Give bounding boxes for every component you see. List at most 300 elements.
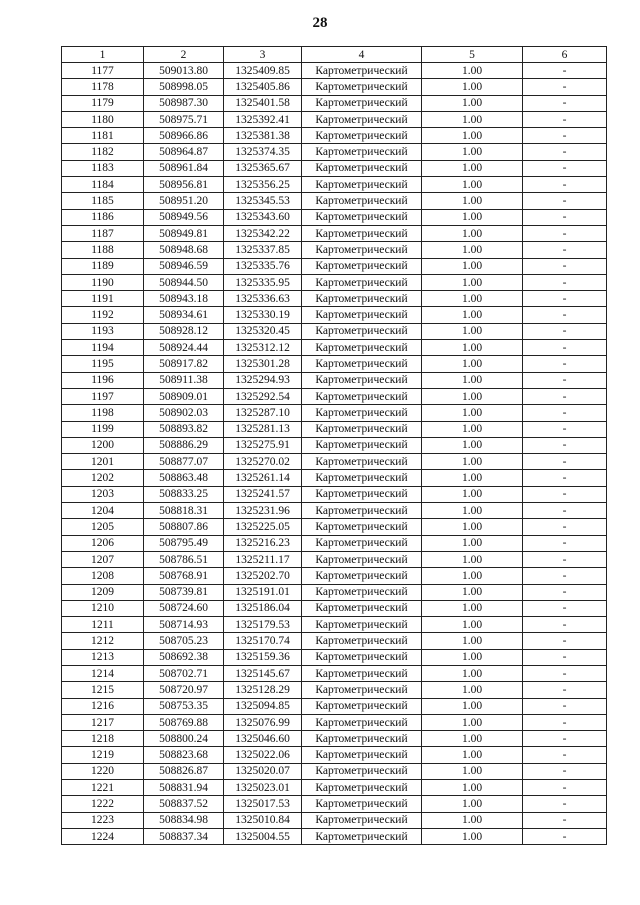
method-cell: Картометрический — [302, 225, 422, 241]
method-cell: Картометрический — [302, 437, 422, 453]
table-row — [62, 535, 607, 551]
table-row — [62, 258, 607, 274]
table-row — [62, 340, 607, 356]
point-number-cell: 1187 — [62, 225, 144, 241]
point-number-cell: 1197 — [62, 388, 144, 404]
accuracy-cell: 1.00 — [422, 274, 523, 290]
table-row — [62, 274, 607, 290]
y-coordinate-cell: 1325270.02 — [224, 454, 302, 470]
x-coordinate-cell: 508768.91 — [144, 568, 224, 584]
point-number-cell: 1177 — [62, 63, 144, 79]
x-coordinate-cell: 508911.38 — [144, 372, 224, 388]
x-coordinate-cell: 508769.88 — [144, 714, 224, 730]
point-number-cell: 1224 — [62, 828, 144, 844]
accuracy-cell: 1.00 — [422, 323, 523, 339]
table-row — [62, 177, 607, 193]
x-coordinate-cell: 508886.29 — [144, 437, 224, 453]
point-number-cell: 1222 — [62, 796, 144, 812]
method-cell: Картометрический — [302, 780, 422, 796]
method-cell: Картометрический — [302, 503, 422, 519]
method-cell: Картометрический — [302, 600, 422, 616]
y-coordinate-cell: 1325191.01 — [224, 584, 302, 600]
point-number-cell: 1211 — [62, 617, 144, 633]
table-row — [62, 584, 607, 600]
note-cell: - — [523, 698, 607, 714]
point-number-cell: 1206 — [62, 535, 144, 551]
y-coordinate-cell: 1325046.60 — [224, 731, 302, 747]
x-coordinate-cell: 508961.84 — [144, 160, 224, 176]
note-cell: - — [523, 714, 607, 730]
x-coordinate-cell: 508949.81 — [144, 225, 224, 241]
accuracy-cell: 1.00 — [422, 177, 523, 193]
method-cell: Картометрический — [302, 258, 422, 274]
point-number-cell: 1218 — [62, 731, 144, 747]
table-row — [62, 633, 607, 649]
y-coordinate-cell: 1325076.99 — [224, 714, 302, 730]
accuracy-cell: 1.00 — [422, 454, 523, 470]
x-coordinate-cell: 508917.82 — [144, 356, 224, 372]
note-cell: - — [523, 519, 607, 535]
note-cell: - — [523, 340, 607, 356]
x-coordinate-cell: 508946.59 — [144, 258, 224, 274]
note-cell: - — [523, 209, 607, 225]
table-row — [62, 812, 607, 828]
column-header: 6 — [523, 47, 607, 63]
y-coordinate-cell: 1325345.53 — [224, 193, 302, 209]
y-coordinate-cell: 1325179.53 — [224, 617, 302, 633]
x-coordinate-cell: 508964.87 — [144, 144, 224, 160]
note-cell: - — [523, 323, 607, 339]
point-number-cell: 1217 — [62, 714, 144, 730]
point-number-cell: 1193 — [62, 323, 144, 339]
x-coordinate-cell: 508975.71 — [144, 111, 224, 127]
y-coordinate-cell: 1325294.93 — [224, 372, 302, 388]
note-cell: - — [523, 682, 607, 698]
y-coordinate-cell: 1325275.91 — [224, 437, 302, 453]
x-coordinate-cell: 508724.60 — [144, 600, 224, 616]
method-cell: Картометрический — [302, 421, 422, 437]
x-coordinate-cell: 508831.94 — [144, 780, 224, 796]
method-cell: Картометрический — [302, 193, 422, 209]
note-cell: - — [523, 95, 607, 111]
accuracy-cell: 1.00 — [422, 388, 523, 404]
accuracy-cell: 1.00 — [422, 747, 523, 763]
x-coordinate-cell: 508823.68 — [144, 747, 224, 763]
note-cell: - — [523, 763, 607, 779]
accuracy-cell: 1.00 — [422, 193, 523, 209]
table-row — [62, 698, 607, 714]
point-number-cell: 1202 — [62, 470, 144, 486]
table-row — [62, 454, 607, 470]
y-coordinate-cell: 1325186.04 — [224, 600, 302, 616]
note-cell: - — [523, 225, 607, 241]
x-coordinate-cell: 508943.18 — [144, 291, 224, 307]
y-coordinate-cell: 1325356.25 — [224, 177, 302, 193]
x-coordinate-cell: 508998.05 — [144, 79, 224, 95]
note-cell: - — [523, 812, 607, 828]
y-coordinate-cell: 1325128.29 — [224, 682, 302, 698]
y-coordinate-cell: 1325320.45 — [224, 323, 302, 339]
x-coordinate-cell: 508702.71 — [144, 665, 224, 681]
accuracy-cell: 1.00 — [422, 307, 523, 323]
method-cell: Картометрический — [302, 535, 422, 551]
y-coordinate-cell: 1325365.67 — [224, 160, 302, 176]
note-cell: - — [523, 437, 607, 453]
note-cell: - — [523, 535, 607, 551]
accuracy-cell: 1.00 — [422, 95, 523, 111]
table-row — [62, 731, 607, 747]
point-number-cell: 1191 — [62, 291, 144, 307]
y-coordinate-cell: 1325342.22 — [224, 225, 302, 241]
x-coordinate-cell: 508807.86 — [144, 519, 224, 535]
accuracy-cell: 1.00 — [422, 714, 523, 730]
point-number-cell: 1184 — [62, 177, 144, 193]
y-coordinate-cell: 1325292.54 — [224, 388, 302, 404]
column-header: 5 — [422, 47, 523, 63]
y-coordinate-cell: 1325023.01 — [224, 780, 302, 796]
method-cell: Картометрический — [302, 551, 422, 567]
point-number-cell: 1207 — [62, 551, 144, 567]
accuracy-cell: 1.00 — [422, 796, 523, 812]
method-cell: Картометрический — [302, 95, 422, 111]
accuracy-cell: 1.00 — [422, 437, 523, 453]
y-coordinate-cell: 1325225.05 — [224, 519, 302, 535]
x-coordinate-cell: 508909.01 — [144, 388, 224, 404]
x-coordinate-cell: 508692.38 — [144, 649, 224, 665]
table-row — [62, 682, 607, 698]
accuracy-cell: 1.00 — [422, 160, 523, 176]
y-coordinate-cell: 1325216.23 — [224, 535, 302, 551]
method-cell: Картометрический — [302, 307, 422, 323]
note-cell: - — [523, 828, 607, 844]
y-coordinate-cell: 1325159.36 — [224, 649, 302, 665]
y-coordinate-cell: 1325405.86 — [224, 79, 302, 95]
point-number-cell: 1180 — [62, 111, 144, 127]
y-coordinate-cell: 1325010.84 — [224, 812, 302, 828]
point-number-cell: 1210 — [62, 600, 144, 616]
method-cell: Картометрический — [302, 356, 422, 372]
note-cell: - — [523, 193, 607, 209]
accuracy-cell: 1.00 — [422, 812, 523, 828]
table-row — [62, 568, 607, 584]
note-cell: - — [523, 242, 607, 258]
note-cell: - — [523, 177, 607, 193]
x-coordinate-cell: 508837.52 — [144, 796, 224, 812]
table-row — [62, 160, 607, 176]
accuracy-cell: 1.00 — [422, 111, 523, 127]
point-number-cell: 1205 — [62, 519, 144, 535]
table-row — [62, 405, 607, 421]
table-row — [62, 95, 607, 111]
x-coordinate-cell: 508902.03 — [144, 405, 224, 421]
accuracy-cell: 1.00 — [422, 63, 523, 79]
point-number-cell: 1203 — [62, 486, 144, 502]
method-cell: Картометрический — [302, 372, 422, 388]
coordinates-table — [61, 46, 607, 845]
method-cell: Картометрический — [302, 682, 422, 698]
table-row — [62, 437, 607, 453]
point-number-cell: 1196 — [62, 372, 144, 388]
y-coordinate-cell: 1325330.19 — [224, 307, 302, 323]
x-coordinate-cell: 508877.07 — [144, 454, 224, 470]
column-header: 3 — [224, 47, 302, 63]
x-coordinate-cell: 508833.25 — [144, 486, 224, 502]
point-number-cell: 1221 — [62, 780, 144, 796]
accuracy-cell: 1.00 — [422, 470, 523, 486]
point-number-cell: 1220 — [62, 763, 144, 779]
x-coordinate-cell: 508863.48 — [144, 470, 224, 486]
table-row — [62, 356, 607, 372]
method-cell: Картометрический — [302, 796, 422, 812]
x-coordinate-cell: 508928.12 — [144, 323, 224, 339]
accuracy-cell: 1.00 — [422, 340, 523, 356]
accuracy-cell: 1.00 — [422, 242, 523, 258]
method-cell: Картометрический — [302, 617, 422, 633]
accuracy-cell: 1.00 — [422, 503, 523, 519]
table-row — [62, 242, 607, 258]
method-cell: Картометрический — [302, 584, 422, 600]
point-number-cell: 1178 — [62, 79, 144, 95]
table-body — [62, 63, 607, 845]
y-coordinate-cell: 1325094.85 — [224, 698, 302, 714]
point-number-cell: 1199 — [62, 421, 144, 437]
note-cell: - — [523, 111, 607, 127]
method-cell: Картометрический — [302, 242, 422, 258]
note-cell: - — [523, 388, 607, 404]
y-coordinate-cell: 1325312.12 — [224, 340, 302, 356]
table-row — [62, 519, 607, 535]
accuracy-cell: 1.00 — [422, 225, 523, 241]
method-cell: Картометрический — [302, 649, 422, 665]
column-header: 4 — [302, 47, 422, 63]
y-coordinate-cell: 1325374.35 — [224, 144, 302, 160]
x-coordinate-cell: 508893.82 — [144, 421, 224, 437]
y-coordinate-cell: 1325017.53 — [224, 796, 302, 812]
method-cell: Картометрический — [302, 731, 422, 747]
point-number-cell: 1198 — [62, 405, 144, 421]
x-coordinate-cell: 508837.34 — [144, 828, 224, 844]
x-coordinate-cell: 508924.44 — [144, 340, 224, 356]
x-coordinate-cell: 508818.31 — [144, 503, 224, 519]
y-coordinate-cell: 1325202.70 — [224, 568, 302, 584]
point-number-cell: 1185 — [62, 193, 144, 209]
point-number-cell: 1182 — [62, 144, 144, 160]
point-number-cell: 1201 — [62, 454, 144, 470]
y-coordinate-cell: 1325336.63 — [224, 291, 302, 307]
table-row — [62, 128, 607, 144]
method-cell: Картометрический — [302, 633, 422, 649]
method-cell: Картометрический — [302, 519, 422, 535]
note-cell: - — [523, 274, 607, 290]
y-coordinate-cell: 1325343.60 — [224, 209, 302, 225]
x-coordinate-cell: 508951.20 — [144, 193, 224, 209]
note-cell: - — [523, 258, 607, 274]
accuracy-cell: 1.00 — [422, 209, 523, 225]
method-cell: Картометрический — [302, 698, 422, 714]
table-row — [62, 144, 607, 160]
point-number-cell: 1183 — [62, 160, 144, 176]
note-cell: - — [523, 649, 607, 665]
point-number-cell: 1190 — [62, 274, 144, 290]
note-cell: - — [523, 372, 607, 388]
note-cell: - — [523, 454, 607, 470]
note-cell: - — [523, 79, 607, 95]
note-cell: - — [523, 486, 607, 502]
y-coordinate-cell: 1325337.85 — [224, 242, 302, 258]
x-coordinate-cell: 509013.80 — [144, 63, 224, 79]
point-number-cell: 1200 — [62, 437, 144, 453]
accuracy-cell: 1.00 — [422, 600, 523, 616]
point-number-cell: 1214 — [62, 665, 144, 681]
accuracy-cell: 1.00 — [422, 763, 523, 779]
table-row — [62, 388, 607, 404]
note-cell: - — [523, 160, 607, 176]
accuracy-cell: 1.00 — [422, 828, 523, 844]
x-coordinate-cell: 508800.24 — [144, 731, 224, 747]
note-cell: - — [523, 665, 607, 681]
point-number-cell: 1219 — [62, 747, 144, 763]
x-coordinate-cell: 508987.30 — [144, 95, 224, 111]
point-number-cell: 1216 — [62, 698, 144, 714]
y-coordinate-cell: 1325231.96 — [224, 503, 302, 519]
method-cell: Картометрический — [302, 63, 422, 79]
point-number-cell: 1213 — [62, 649, 144, 665]
y-coordinate-cell: 1325381.38 — [224, 128, 302, 144]
note-cell: - — [523, 780, 607, 796]
accuracy-cell: 1.00 — [422, 128, 523, 144]
method-cell: Картометрический — [302, 144, 422, 160]
accuracy-cell: 1.00 — [422, 486, 523, 502]
note-cell: - — [523, 633, 607, 649]
point-number-cell: 1208 — [62, 568, 144, 584]
y-coordinate-cell: 1325261.14 — [224, 470, 302, 486]
table-row — [62, 193, 607, 209]
x-coordinate-cell: 508826.87 — [144, 763, 224, 779]
y-coordinate-cell: 1325022.06 — [224, 747, 302, 763]
note-cell: - — [523, 600, 607, 616]
page-number: 28 — [312, 15, 328, 31]
table-row — [62, 486, 607, 502]
method-cell: Картометрический — [302, 323, 422, 339]
method-cell: Картометрический — [302, 828, 422, 844]
y-coordinate-cell: 1325301.28 — [224, 356, 302, 372]
x-coordinate-cell: 508714.93 — [144, 617, 224, 633]
accuracy-cell: 1.00 — [422, 356, 523, 372]
table-row — [62, 372, 607, 388]
accuracy-cell: 1.00 — [422, 519, 523, 535]
table-row — [62, 209, 607, 225]
note-cell: - — [523, 291, 607, 307]
y-coordinate-cell: 1325335.76 — [224, 258, 302, 274]
x-coordinate-cell: 508705.23 — [144, 633, 224, 649]
note-cell: - — [523, 584, 607, 600]
y-coordinate-cell: 1325335.95 — [224, 274, 302, 290]
table-row — [62, 714, 607, 730]
point-number-cell: 1179 — [62, 95, 144, 111]
method-cell: Картометрический — [302, 111, 422, 127]
table-row — [62, 665, 607, 681]
method-cell: Картометрический — [302, 665, 422, 681]
accuracy-cell: 1.00 — [422, 421, 523, 437]
method-cell: Картометрический — [302, 274, 422, 290]
note-cell: - — [523, 551, 607, 567]
table-row — [62, 600, 607, 616]
x-coordinate-cell: 508948.68 — [144, 242, 224, 258]
table-row — [62, 63, 607, 79]
accuracy-cell: 1.00 — [422, 551, 523, 567]
table-row — [62, 79, 607, 95]
method-cell: Картометрический — [302, 177, 422, 193]
method-cell: Картометрический — [302, 454, 422, 470]
x-coordinate-cell: 508834.98 — [144, 812, 224, 828]
table-row — [62, 291, 607, 307]
note-cell: - — [523, 356, 607, 372]
point-number-cell: 1194 — [62, 340, 144, 356]
table-row — [62, 747, 607, 763]
accuracy-cell: 1.00 — [422, 144, 523, 160]
note-cell: - — [523, 144, 607, 160]
accuracy-cell: 1.00 — [422, 633, 523, 649]
table-row — [62, 323, 607, 339]
accuracy-cell: 1.00 — [422, 617, 523, 633]
x-coordinate-cell: 508795.49 — [144, 535, 224, 551]
accuracy-cell: 1.00 — [422, 731, 523, 747]
point-number-cell: 1209 — [62, 584, 144, 600]
y-coordinate-cell: 1325170.74 — [224, 633, 302, 649]
point-number-cell: 1181 — [62, 128, 144, 144]
accuracy-cell: 1.00 — [422, 568, 523, 584]
method-cell: Картометрический — [302, 714, 422, 730]
y-coordinate-cell: 1325281.13 — [224, 421, 302, 437]
table-row — [62, 551, 607, 567]
method-cell: Картометрический — [302, 340, 422, 356]
method-cell: Картометрический — [302, 812, 422, 828]
note-cell: - — [523, 405, 607, 421]
x-coordinate-cell: 508934.61 — [144, 307, 224, 323]
accuracy-cell: 1.00 — [422, 682, 523, 698]
note-cell: - — [523, 747, 607, 763]
note-cell: - — [523, 128, 607, 144]
accuracy-cell: 1.00 — [422, 79, 523, 95]
point-number-cell: 1186 — [62, 209, 144, 225]
accuracy-cell: 1.00 — [422, 372, 523, 388]
note-cell: - — [523, 568, 607, 584]
point-number-cell: 1215 — [62, 682, 144, 698]
y-coordinate-cell: 1325392.41 — [224, 111, 302, 127]
method-cell: Картометрический — [302, 128, 422, 144]
accuracy-cell: 1.00 — [422, 535, 523, 551]
x-coordinate-cell: 508966.86 — [144, 128, 224, 144]
method-cell: Картометрический — [302, 79, 422, 95]
table-row — [62, 649, 607, 665]
table-header-row — [62, 47, 607, 63]
x-coordinate-cell: 508956.81 — [144, 177, 224, 193]
table-row — [62, 225, 607, 241]
point-number-cell: 1189 — [62, 258, 144, 274]
x-coordinate-cell: 508720.97 — [144, 682, 224, 698]
table-row — [62, 111, 607, 127]
note-cell: - — [523, 63, 607, 79]
table-row — [62, 828, 607, 844]
table-row — [62, 796, 607, 812]
accuracy-cell: 1.00 — [422, 780, 523, 796]
note-cell: - — [523, 503, 607, 519]
method-cell: Картометрический — [302, 209, 422, 225]
accuracy-cell: 1.00 — [422, 258, 523, 274]
accuracy-cell: 1.00 — [422, 291, 523, 307]
accuracy-cell: 1.00 — [422, 665, 523, 681]
point-number-cell: 1212 — [62, 633, 144, 649]
